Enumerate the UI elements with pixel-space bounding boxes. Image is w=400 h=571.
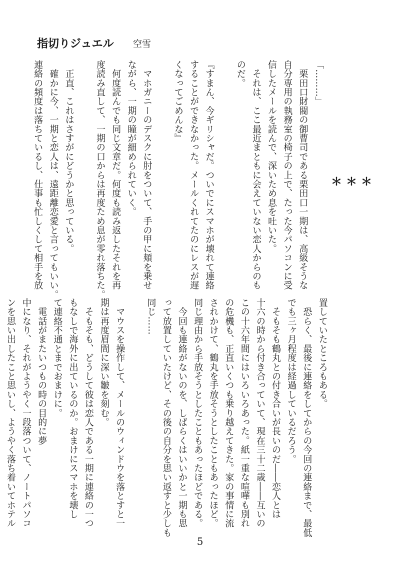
author-name: 空雪	[133, 40, 152, 50]
text-line: て連絡不通とまでおまけに。	[51, 298, 62, 418]
top-text-block	[32, 60, 356, 300]
page-number: 5	[196, 537, 204, 548]
text-line: 栗田口財閥の御曹司である栗田口一期は、高級そうな	[297, 60, 308, 290]
text-line: 同じ……	[145, 298, 156, 335]
text-line: 『すまん、今ギリシャだ。ついでにスマホが壊れて連絡	[203, 60, 214, 290]
text-line: 恐らく、最後に連絡をしてからの今回の連絡まで、最低	[301, 298, 312, 538]
text-line	[153, 60, 169, 270]
text-line	[340, 60, 356, 270]
text-line: そもそも、どうして彼は恋人である一期に連絡の一つ	[82, 298, 93, 528]
text-line	[75, 60, 91, 270]
text-line	[325, 60, 341, 270]
text-line	[216, 60, 232, 270]
text-line	[126, 298, 142, 504]
text-line: のだ。	[234, 60, 245, 88]
text-line: されかけて、鶴丸を手放そうとしたこともあったほど。	[207, 298, 218, 528]
text-line: そもそも鶴丸との付き合いが長いのだ――恋人とは	[270, 298, 281, 519]
text-line: ながら、一期の瞳が細められていく。	[125, 60, 136, 217]
text-line: 「………」	[312, 60, 323, 106]
text-line: 確かに今、一期と恋人は、遠距離恋愛と言ってもいい。	[47, 60, 58, 300]
text-line: 電話がまたいつもの時の目的に夢	[36, 298, 47, 446]
text-line: くなってごめんな』	[172, 60, 183, 143]
text-line: 自分専用の執務室の椅子の上で、たった今パソコンに受	[281, 60, 292, 290]
text-line: 度読み直して、一期の口からは再度ため息が零れ落ちた。	[94, 60, 105, 300]
text-line: 同じ理由から手放そうとしたこともあったほどである。	[192, 298, 203, 528]
text-line: マホガニーのデスクに肘をついて、手の甲に頬を乗せ	[141, 60, 152, 290]
text-line: もなしで海外に出ているのか。おまけにスマホを壊し	[67, 298, 78, 519]
text-line: 置していたところもある。	[316, 298, 327, 409]
bottom-text-block	[4, 298, 360, 538]
text-line: 信したメールを読んで、深いため息を吐いた。	[266, 60, 277, 254]
text-line: 中になり、それがようやく一段落ついて、ノートパソコ	[20, 298, 31, 528]
text-line: の危機も、正直いくつも乗り越えてきた。家の事情に流	[223, 298, 234, 528]
text-line: マウスを操作して、メールのウィンドウを落とすと一	[114, 298, 125, 528]
text-line	[329, 298, 345, 504]
text-line	[344, 298, 360, 504]
text-line: 正直、これはさすがにどうかと思っている。	[63, 60, 74, 254]
story-title: 指切りジュエル	[37, 37, 114, 50]
text-line: この十六年間にはいろいろあった。紙一重な喧嘩も別れ	[238, 298, 249, 528]
text-line: でも三ヶ月程度は経過しているだろう。	[285, 298, 296, 464]
text-line: ンを思い出したこと思いし、ようやく落ち着いてホテル	[4, 298, 15, 528]
scene-separator: ＊＊＊	[331, 175, 376, 188]
text-line: することができなかった。メールくれてたのにレスが遅	[188, 60, 199, 290]
text-line: それは、ここ最近まともに会えていない恋人からのも	[250, 60, 261, 290]
text-line: 期は再度眉間に深い皺を刻む。	[98, 298, 109, 427]
text-line: 連絡の頻度は落ちているし、仕事も忙しくして相手を放	[32, 60, 43, 290]
text-line: って放置していたけど、その後の自分を思い返すと少しも	[160, 298, 171, 538]
text-line: 何度読んでも同じ文章だ。何度も読み返したそれを再	[110, 60, 121, 290]
text-line: 今回も連絡がないのを、しばらくはいいかと一期も思	[176, 298, 187, 528]
text-line: 十六の時から付き合っていて、現在三十二歳――互いの	[254, 298, 265, 528]
